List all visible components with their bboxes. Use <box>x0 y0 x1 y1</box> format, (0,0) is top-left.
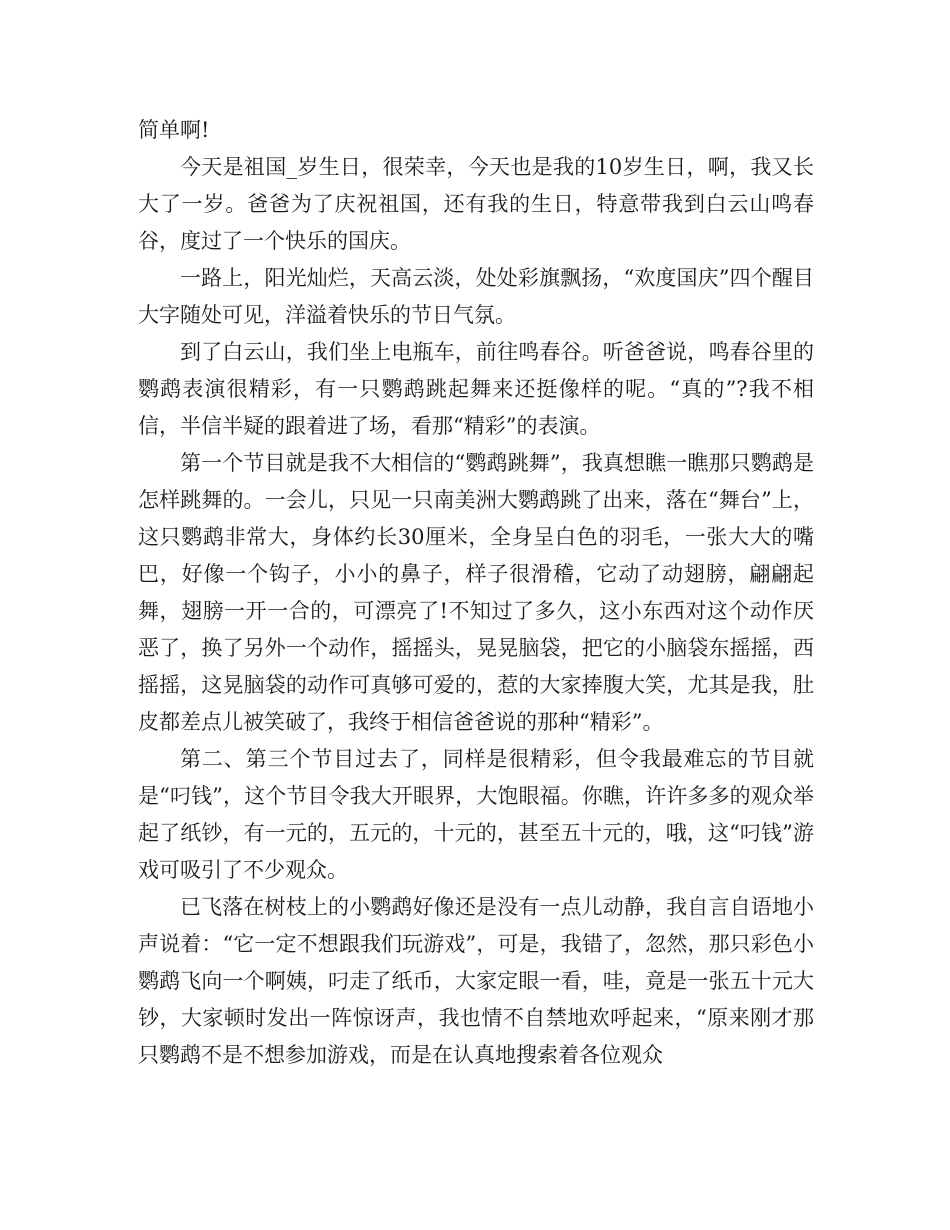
paragraph-5: 第一个节目就是我不大相信的“鹦鹉跳舞”，我真想瞧一瞧那只鹦鹉是怎样跳舞的。一会儿，只见一只南美洲大鹦鹉跳了出来，落在“舞台”上，这只鹦鹉非常大，身体约长30厘米，全身呈白色的羽毛，一张大大的嘴巴，好像一个钩子，小小的鼻子，样子很滑稽，它动了动翅膀，翩翩起舞，翅膀一开一合的，可漂亮了!不知过了多久，这小东西对这个动作厌恶了，换了另外一个动作，摇摇头，晃晃脑袋，把它的小脑袋东摇摇，西摇摇，这晃脑袋的动作可真够可爱的，惹的大家捧腹大笑，尤其是我，肚皮都差点儿被笑破了，我终于相信爸爸说的那种“精彩”。 <box>138 451 814 734</box>
paragraph-6: 第二、第三个节目过去了，同样是很精彩，但令我最难忘的节目就是“叼钱”，这个节目令我大开眼界，大饱眼福。你瞧，许许多多的观众举起了纸钞，有一元的，五元的，十元的，甚至五十元的，哦，这“叼钱”游戏可吸引了不少观众。 <box>138 747 814 882</box>
paragraph-1: 简单啊! <box>138 118 210 142</box>
paragraph-2: 今天是祖国_岁生日，很荣幸，今天也是我的10岁生日，啊，我又长大了一岁。爸爸为了庆祝祖国，还有我的生日，特意带我到白云山鸣春谷，度过了一个快乐的国庆。 <box>138 155 814 253</box>
paragraph-4: 到了白云山，我们坐上电瓶车，前往鸣春谷。听爸爸说，鸣春谷里的鹦鹉表演很精彩，有一只鹦鹉跳起舞来还挺像样的呢。“真的”?我不相信，半信半疑的跟着进了场，看那“精彩”的表演。 <box>138 340 814 438</box>
document-page <box>138 112 814 1074</box>
paragraph-7: 已飞落在树枝上的小鹦鹉好像还是没有一点儿动静，我自言自语地小声说着：“它一定不想跟我们玩游戏”，可是，我错了，忽然，那只彩色小鹦鹉飞向一个啊姨，叼走了纸币，大家定眼一看，哇，竟是一张五十元大钞，大家顿时发出一阵惊讶声，我也情不自禁地欢呼起来，“原来刚才那只鹦鹉不是不想参加游戏，而是在认真地搜索着各位观众 <box>138 895 814 1067</box>
paragraph-3: 一路上，阳光灿烂，天高云淡，处处彩旗飘扬，“欢度国庆”四个醒目大字随处可见，洋溢着快乐的节日气氛。 <box>138 266 814 327</box>
